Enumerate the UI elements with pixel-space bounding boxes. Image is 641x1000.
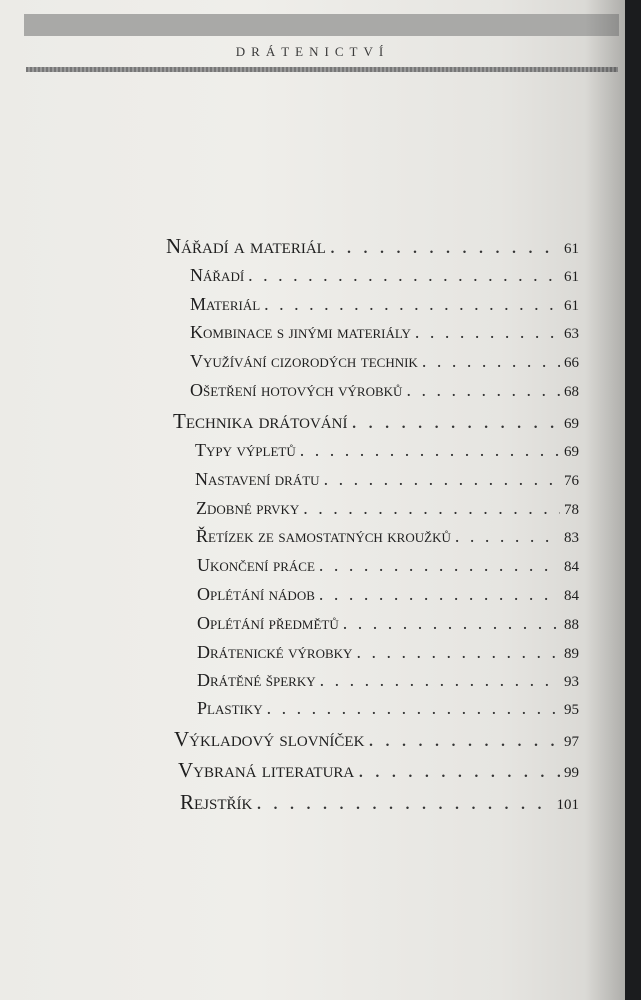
toc-entry-title: Zdobné prvky <box>196 498 300 518</box>
toc-entry-title: Využívání cizorodých technik <box>190 351 418 371</box>
toc-entry-title: Řetízek ze samostatných kroužků <box>196 526 451 546</box>
toc-entry <box>197 555 579 583</box>
toc-entry-title: Vybraná literatura <box>178 758 355 782</box>
dot-leader <box>368 727 560 752</box>
dot-leader <box>351 409 560 434</box>
toc-entry-page: 61 <box>564 269 579 285</box>
toc-entry-title: Výkladový slovníček <box>174 727 365 751</box>
running-header: DRÁTENICTVÍ <box>235 44 390 59</box>
toc-entry <box>190 265 579 293</box>
toc-entry-title: Oplétání nádob <box>197 584 315 604</box>
dot-leader <box>248 265 560 286</box>
toc-entry-title: Nářadí <box>190 265 245 285</box>
toc-entry-title: Kombinace s jinými materiály <box>190 322 411 342</box>
toc-entry-page: 83 <box>564 530 579 546</box>
toc-entry <box>197 698 579 726</box>
toc-entry-page: 69 <box>564 416 579 432</box>
toc-entry-title: Ukončení práce <box>197 555 315 575</box>
dot-leader <box>455 526 560 547</box>
toc-entry-title: Rejstřík <box>180 790 253 814</box>
dot-leader <box>330 234 560 259</box>
toc-entry-page: 63 <box>564 326 579 342</box>
dot-leader <box>324 469 560 490</box>
toc-entry-title: Ošetření hotových výrobků <box>190 380 403 400</box>
dot-leader <box>422 351 560 372</box>
toc-entry <box>190 351 579 379</box>
toc-entry-page: 101 <box>556 797 579 813</box>
toc-entry <box>197 642 579 670</box>
toc-entry <box>197 613 579 641</box>
toc-entry <box>166 234 579 262</box>
toc-entry-page: 95 <box>564 702 579 718</box>
dot-leader <box>406 380 560 401</box>
toc-entry-title: Drátenické výrobky <box>197 642 353 662</box>
toc-entry <box>195 440 579 468</box>
dot-leader <box>320 670 560 691</box>
toc-entry <box>190 380 579 408</box>
toc-entry-page: 66 <box>564 355 579 371</box>
dot-leader <box>264 294 560 315</box>
dot-leader <box>319 584 560 605</box>
toc-entry-page: 89 <box>564 646 579 662</box>
toc-entry-title: Nastavení drátu <box>195 469 320 489</box>
toc-entry-page: 84 <box>564 559 579 575</box>
toc-entry-page: 84 <box>564 588 579 604</box>
toc-entry-page: 97 <box>564 734 579 750</box>
dot-leader <box>356 642 560 663</box>
toc-entry <box>190 294 579 322</box>
dot-leader <box>303 498 560 519</box>
toc-entry-title: Nářadí a materiál <box>166 234 326 258</box>
toc-entry <box>174 727 579 755</box>
toc-entry-page: 69 <box>564 444 579 460</box>
dot-leader <box>267 698 560 719</box>
toc-entry <box>195 469 579 497</box>
toc-entry-page: 61 <box>564 298 579 314</box>
toc-entry <box>178 758 579 786</box>
toc-entry <box>190 322 579 350</box>
toc-entry-title: Plastiky <box>197 698 263 718</box>
dot-leader <box>343 613 560 634</box>
dot-leader <box>415 322 560 343</box>
toc-entry <box>196 498 579 526</box>
toc-entry-title: Typy výpletů <box>195 440 296 460</box>
toc-entry-page: 93 <box>564 674 579 690</box>
dot-leader <box>256 790 552 815</box>
toc-entry-page: 78 <box>564 502 579 518</box>
toc-entry-title: Materiál <box>190 294 261 314</box>
dot-leader <box>358 758 560 783</box>
toc-entry <box>196 526 579 554</box>
toc-entry-page: 99 <box>564 765 579 781</box>
toc-entry <box>180 790 579 818</box>
dot-leader <box>319 555 560 576</box>
toc-entry-page: 76 <box>564 473 579 489</box>
toc-entry-title: Technika drátování <box>173 409 348 433</box>
toc-entry-page: 68 <box>564 384 579 400</box>
toc-entry-page: 61 <box>564 241 579 257</box>
dot-leader <box>300 440 560 461</box>
toc-entry <box>197 584 579 612</box>
toc-entry-title: Oplétání předmětů <box>197 613 339 633</box>
toc-entry <box>173 409 579 437</box>
page-curl-shadow <box>585 0 625 1000</box>
toc-entry-title: Drátěné šperky <box>197 670 316 690</box>
toc-entry-page: 88 <box>564 617 579 633</box>
toc-entry <box>197 670 579 698</box>
